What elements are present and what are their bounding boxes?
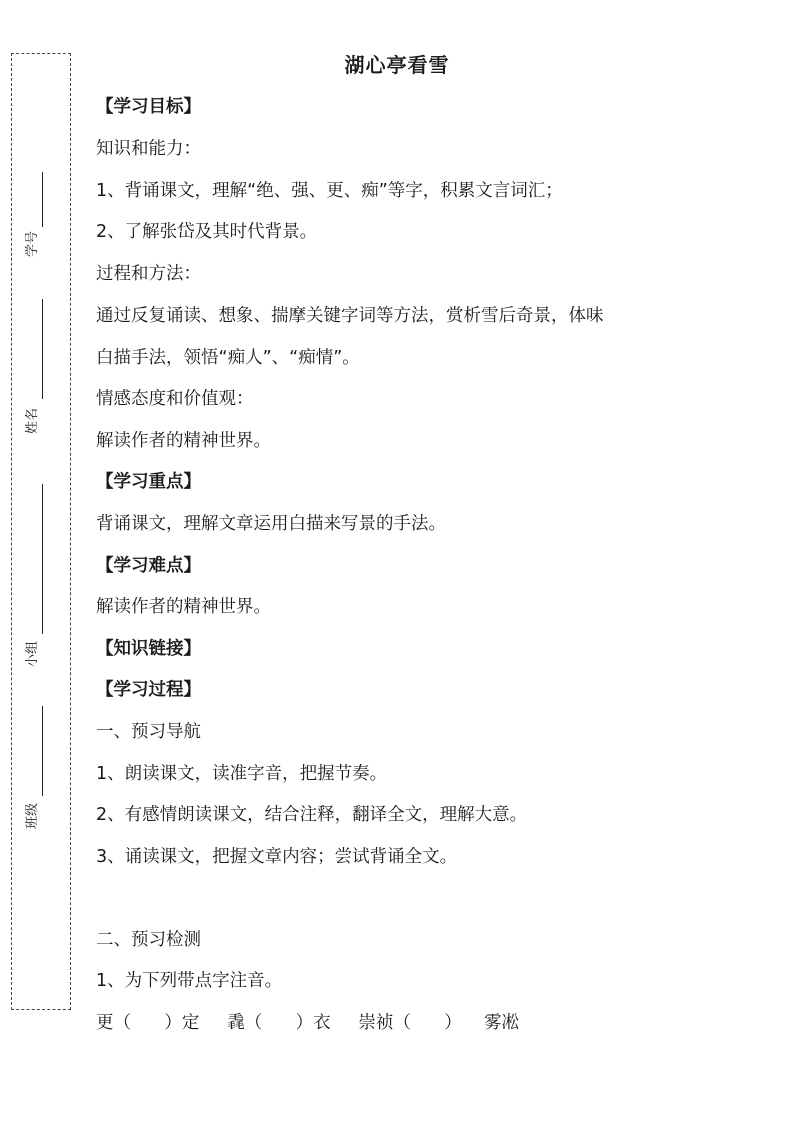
group-underline (42, 484, 43, 634)
check-item-1: 1、为下列带点字注音。 (96, 971, 283, 991)
preview-item-1: 1、朗读课文，读准字音，把握节奏。 (96, 764, 388, 784)
section-heading-key-points: 【学习重点】 (96, 472, 201, 492)
process-text-line-2: 白描手法，领悟“痴人”、“痴情”。 (96, 348, 360, 368)
subheading-knowledge: 知识和能力： (96, 139, 201, 159)
class-underline (42, 706, 43, 796)
subsection-preview-guide: 一、预习导航 (96, 722, 201, 742)
student-id-underline (42, 172, 43, 227)
subsection-preview-check: 二、预习检测 (96, 930, 201, 950)
student-name-underline (42, 299, 43, 399)
subheading-process: 过程和方法： (96, 264, 201, 284)
group-label: 小组 (25, 640, 40, 667)
student-name-label: 姓名 (25, 407, 40, 434)
preview-item-2: 2、有感情朗读课文，结合注释，翻译全文，理解大意。 (96, 805, 528, 825)
section-heading-difficulties: 【学习难点】 (96, 556, 201, 576)
emotion-text: 解读作者的精神世界。 (96, 431, 271, 451)
student-id-label: 学号 (25, 230, 40, 257)
binding-margin-box (11, 53, 71, 1010)
key-points-text: 背诵课文，理解文章运用白描来写景的手法。 (96, 514, 446, 534)
subheading-emotion: 情感态度和价值观： (96, 389, 254, 409)
objective-item-2: 2、了解张岱及其时代背景。 (96, 222, 318, 242)
section-heading-knowledge-link: 【知识链接】 (96, 639, 201, 659)
objective-item-1: 1、背诵课文，理解“绝、强、更、痴”等字，积累文言词汇； (96, 181, 563, 201)
section-heading-objectives: 【学习目标】 (96, 97, 201, 117)
preview-item-3: 3、诵读课文，把握文章内容；尝试背诵全文。 (96, 847, 458, 867)
class-label: 班级 (25, 802, 40, 829)
section-heading-process: 【学习过程】 (96, 680, 201, 700)
pinyin-exercise-row: 更（ ）定 毳（ ）衣 崇祯（ ） 雾凇 (96, 1013, 520, 1033)
difficulties-text: 解读作者的精神世界。 (96, 597, 271, 617)
process-text-line-1: 通过反复诵读、想象、揣摩关键字词等方法，赏析雪后奇景，体味 (96, 306, 604, 326)
page-title: 湖心亭看雪 (344, 53, 450, 77)
